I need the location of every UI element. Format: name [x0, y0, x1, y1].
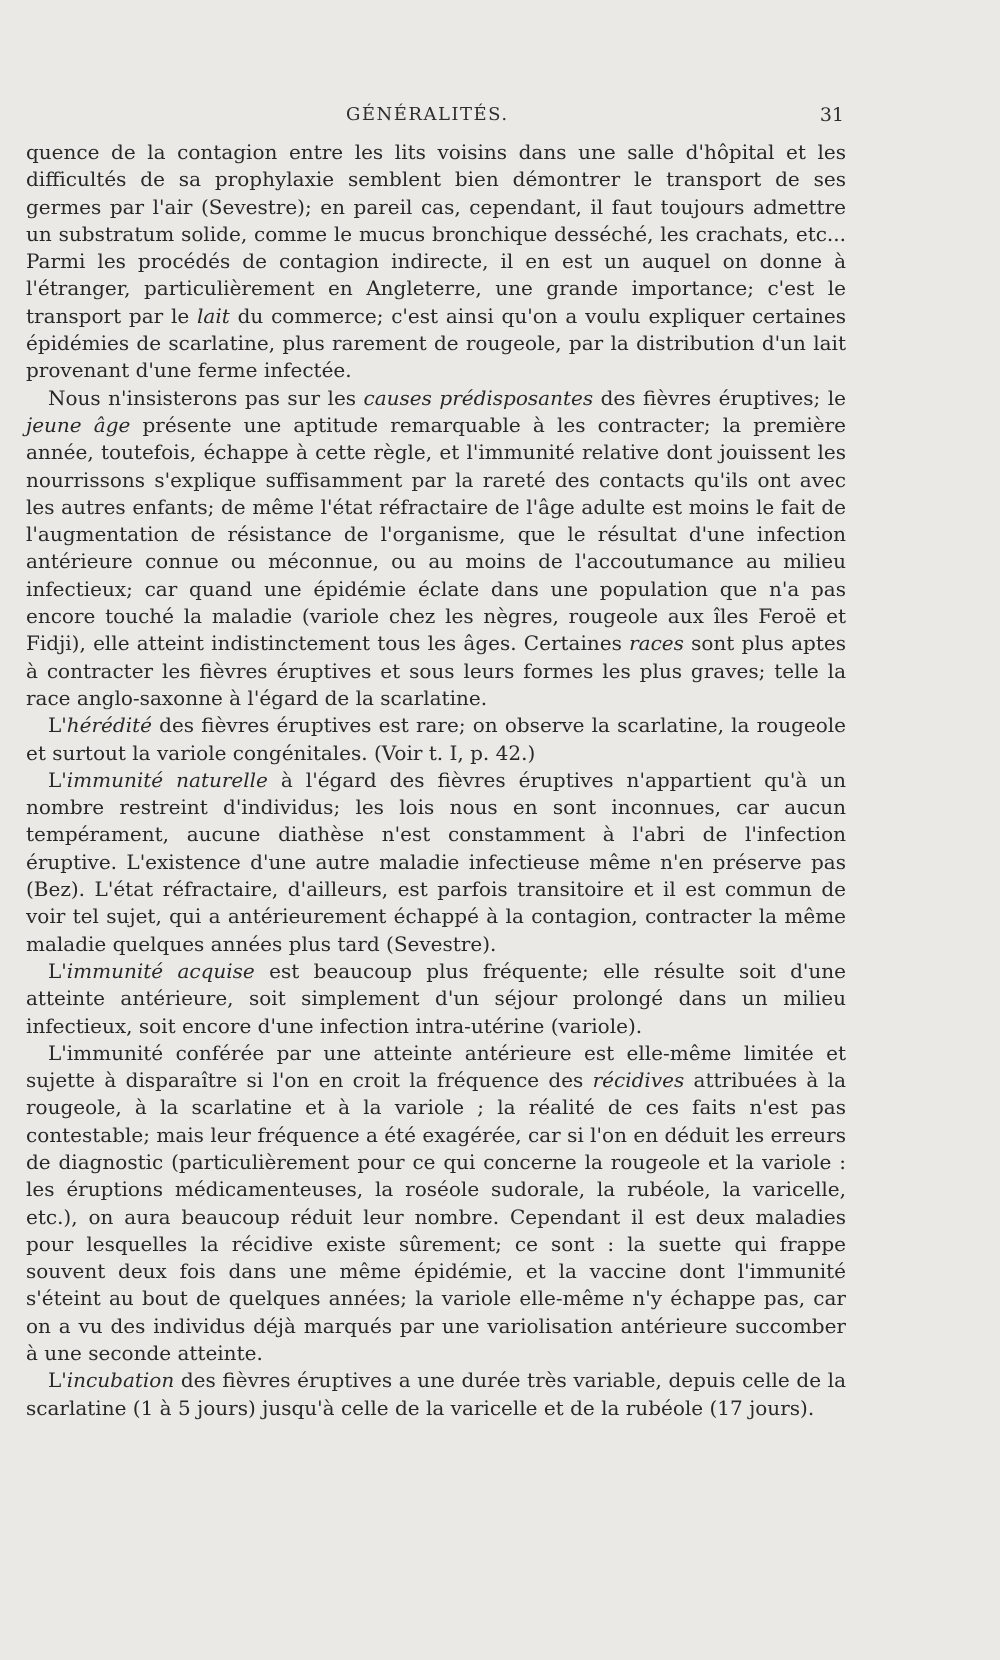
text-run: quence de la contagion entre les lits voisins dans une salle d'hôpital et les difficultés de sa prophylaxie semblent bien démontrer le transport de ses germes par l'air (Sevestre); en pareil cas, cependant, il faut toujours admettre un substratum solide, comme le mucus bronchique desséché, les crachats, etc... Parmi les procédés de contagion indirecte, il en est un auquel on donne à l'étranger, particulièrement en Angleterre, une grande importance; c'est le transport par le [26, 140, 846, 328]
italic-term: jeune âge [26, 412, 131, 437]
text-run: des fièvres éruptives; le [593, 385, 846, 410]
italic-term: races [629, 631, 684, 656]
body-text [26, 139, 846, 1422]
italic-term: causes prédisposantes [363, 385, 594, 410]
italic-term: immunité acquise [66, 958, 255, 983]
paragraph [26, 385, 846, 713]
text-run: à l'égard des fièvres éruptives n'appartient qu'à un nombre restreint d'individus; les lois nous en sont inconnues, car aucun tempérament, aucune diathèse n'est constamment à l'abri de l'infection éruptive. L'existence d'une autre maladie infectieuse même n'en préserve pas (Bez). L'état réfractaire, d'ailleurs, est parfois transitoire et il est commun de voir tel sujet, qui a antérieurement échappé à la contagion, contracter la même maladie quelques années plus tard (Sevestre). [26, 767, 847, 956]
page-header [0, 104, 1000, 134]
text-run: L'immunité conférée par une atteinte antérieure est elle-même limitée et sujette à disparaître si l'on en croit la fréquence des [26, 1040, 846, 1093]
text-run: L' [48, 767, 67, 792]
italic-term: lait [197, 303, 230, 328]
paragraph [26, 1367, 846, 1422]
running-head: GÉNÉRALITÉS. [346, 104, 509, 125]
text-run: L' [48, 958, 67, 983]
paragraph [26, 958, 846, 1040]
text-run: du commerce; c'est ainsi qu'on a voulu expliquer certaines épidémies de scarlatine, plus rarement de rougeole, par la distribution d'un lait provenant d'une ferme infectée. [26, 303, 846, 383]
italic-term: immunité naturelle [66, 767, 268, 792]
text-run: attribuées à la rougeole, à la scarlatine et à la variole ; la réalité de ces faits n'est pas contestable; mais leur fréquence a été exagérée, car si l'on en déduit les erreurs de diagnostic (particulièrement pour ce qui concerne la rougeole et la variole : les éruptions médicamenteuses, la roséole sudorale, la rubéole, la varicelle, etc.), on aura beaucoup réduit leur nombre. Cependant il est deux maladies pour lesquelles la récidive existe sûrement; ce sont : la suette qui frappe souvent deux fois dans une même épidémie, et la vaccine dont l'immunité s'éteint au bout de quelques années; la variole elle-même n'y échappe pas, car on a vu des individus déjà marqués par une variolisation antérieure succomber à une seconde atteinte. [26, 1068, 847, 1366]
paragraph [26, 139, 846, 385]
text-run: L' [48, 1368, 67, 1393]
text-run: L' [48, 713, 67, 738]
text-run: sont plus aptes à contracter les fièvres éruptives et sous leurs formes les plus graves; telle la race anglo-saxonne à l'égard de la scarlatine. [26, 631, 846, 710]
paragraph [26, 712, 846, 767]
text-run: des fièvres éruptives a une durée très variable, depuis celle de la scarlatine (1 à 5 jours) jusqu'à celle de la varicelle et de la rubéole (17 jours). [26, 1368, 846, 1420]
italic-term: récidives [592, 1068, 685, 1093]
page-number: 31 [819, 104, 844, 126]
text-run: des fièvres éruptives est rare; on observe la scarlatine, la rougeole et surtout la variole congénitales. (Voir t. I, p. 42.) [26, 713, 846, 765]
paragraph [26, 1040, 846, 1368]
paragraph [26, 767, 846, 958]
italic-term: hérédité [66, 713, 152, 738]
italic-term: incubation [66, 1368, 175, 1393]
text-run: est beaucoup plus fréquente; elle résulte soit d'une atteinte antérieure, soit simplement d'un séjour prolongé dans un milieu infectieux, soit encore d'une infection intra-utérine (variole). [26, 958, 846, 1038]
text-run: Nous n'insisterons pas sur les [48, 385, 364, 410]
text-run: présente une aptitude remarquable à les contracter; la première année, toutefois, échappe à cette règle, et l'immunité relative dont jouissent les nourrissons s'explique suffisamment par la rareté des contacts qu'ils ont avec les autres enfants; de même l'état réfractaire de l'âge adulte est moins le fait de l'augmentation de résistance de l'organisme, que le résultat d'une infection antérieure connue ou méconnue, ou au moins de l'accoutumance au milieu infectieux; car quand une épidémie éclate dans une population que n'a pas encore touché la maladie (variole chez les nègres, rougeole aux îles Feroë et Fidji), elle atteint indistinctement tous les âges. Certaines [26, 412, 846, 656]
